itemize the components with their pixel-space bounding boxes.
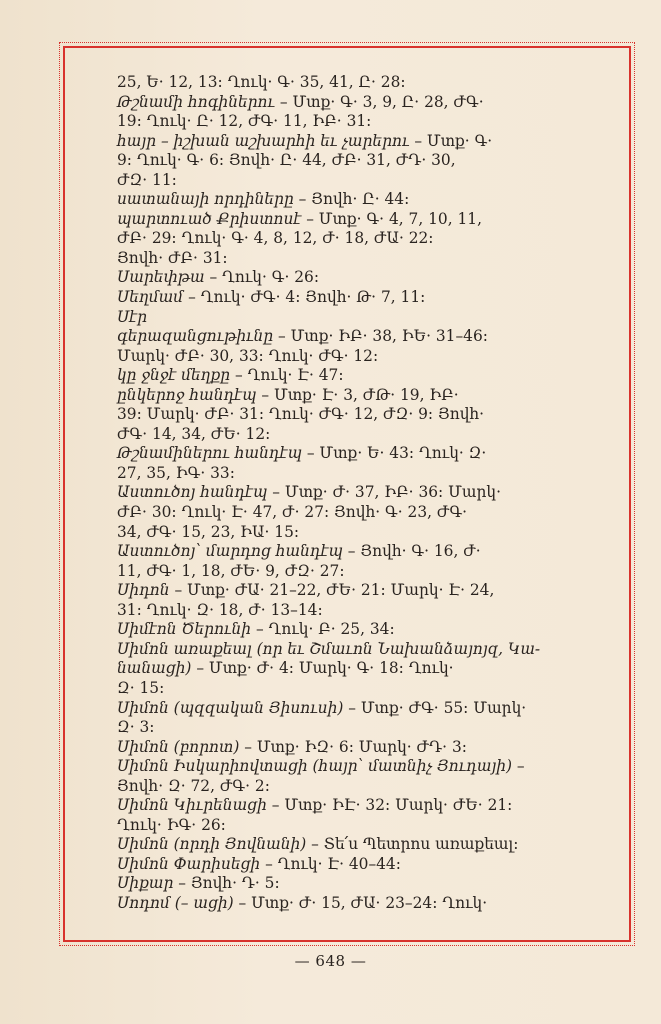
index-term: Թշնամի հոգիներու [117, 92, 275, 111]
index-text-block [117, 73, 587, 913]
index-line [117, 366, 587, 386]
index-reference: – Մտք· Ե· 43: Ղուկ· Զ· [301, 444, 487, 463]
index-reference: – Մտք· ԻԲ· 38, ԻԵ· 31–46: [273, 327, 488, 346]
index-term: Սիմոն Փարիսեցի [117, 854, 261, 873]
index-term: կը ջնջէ մեղքը [117, 366, 231, 385]
index-line [117, 73, 587, 93]
index-line [117, 757, 587, 777]
index-reference: 11, ԺԳ· 1, 18, ԺԵ· 9, ԺԶ· 27: [117, 561, 345, 580]
index-term: Սեղմամ [117, 288, 184, 307]
index-line [117, 620, 587, 640]
index-line [117, 835, 587, 855]
index-term: Սիմոն Կիւրենացի [117, 796, 267, 815]
index-reference: – Մտք· Է· 3, ԺԹ· 19, ԻԲ· [256, 385, 459, 404]
index-line [117, 894, 587, 914]
index-line [117, 112, 587, 132]
index-line [117, 171, 587, 191]
index-term: Աստուծոյ հանդէպ [117, 483, 268, 502]
index-line [117, 503, 587, 523]
index-term: գերազանցութիւնը [117, 327, 274, 346]
index-reference: – Մտք· Ժ· 15, ԺԱ· 23–24: Ղուկ· [233, 893, 488, 912]
index-reference: – Ղուկ· Է· 40–44: [260, 854, 401, 873]
index-reference: – Յովհ· Ը· 44: [293, 190, 410, 209]
index-line [117, 347, 587, 367]
index-line [117, 249, 587, 269]
index-line [117, 562, 587, 582]
index-reference: Ղուկ· ԻԳ· 26: [117, 815, 226, 834]
index-line [117, 874, 587, 894]
index-reference: – Յովհ· Դ· 5: [173, 874, 280, 893]
index-line [117, 229, 587, 249]
page-number-value: 648 [315, 952, 346, 970]
index-term: Սիմոն (պզզական Յիսուսի) [117, 698, 344, 717]
index-term: Սիմոն առաքեալ (որ եւ Շմաւոն Նախանձայոյզ, Կա- [117, 639, 541, 658]
index-line [117, 386, 587, 406]
index-line [117, 327, 587, 347]
index-line [117, 855, 587, 875]
index-line [117, 288, 587, 308]
page-number [0, 952, 661, 970]
index-term: Սարեփթա [117, 268, 205, 287]
index-reference: – Մտք· Գ· [409, 131, 493, 150]
index-reference: – Յովհ· Գ· 16, Ժ· [342, 542, 481, 561]
index-line [117, 93, 587, 113]
index-reference: ԺԳ· 14, 34, ԺԵ· 12: [117, 424, 271, 443]
index-line [117, 777, 587, 797]
index-line [117, 190, 587, 210]
index-term: նանացի) [117, 659, 192, 678]
index-reference: Մարկ· ԺԲ· 30, 33: Ղուկ· ԺԳ· 12: [117, 346, 379, 365]
index-reference: 39: Մարկ· ԺԲ· 31: Ղուկ· ԺԳ· 12, ԺԶ· 9: Յովհ· [117, 405, 485, 424]
index-line [117, 483, 587, 503]
index-line [117, 542, 587, 562]
index-reference: Յովհ· ԺԲ· 31: [117, 248, 228, 267]
index-line [117, 523, 587, 543]
index-reference: 9: Ղուկ· Գ· 6: Յովհ· Ը· 44, ԺԲ· 31, ԺԴ· 30, [117, 151, 456, 170]
index-reference: – Մտք· Ժ· 4: Մարկ· Գ· 18: Ղուկ· [191, 659, 454, 678]
index-term: Սէր [117, 307, 148, 326]
index-reference: 31: Ղուկ· Զ· 18, Ժ· 13–14: [117, 600, 323, 619]
index-reference: – Մտք· ԻԶ· 6: Մարկ· ԺԴ· 3: [239, 737, 467, 756]
index-reference: – Ղուկ· Գ· 26: [204, 268, 320, 287]
index-reference: – Մտք· ԺԳ· 55: Մարկ· [343, 698, 527, 717]
index-reference: ԺԲ· 29: Ղուկ· Գ· 4, 8, 12, Ժ· 18, ԺԱ· 22: [117, 229, 434, 248]
index-reference: 19: Ղուկ· Ը· 12, ԺԳ· 11, ԻԲ· 31: [117, 112, 372, 131]
index-reference: – Ղուկ· ԺԳ· 4: Յովհ· Թ· 7, 11: [183, 288, 426, 307]
index-line [117, 444, 587, 464]
index-term: Սիմոն Իսկարիովտացի (հայր՝ մատնիչ Յուդայի) [117, 757, 512, 776]
index-line [117, 718, 587, 738]
index-line [117, 151, 587, 171]
page-number-dash-right: — [345, 952, 367, 970]
index-line [117, 601, 587, 621]
index-reference: – Ղուկ· Է· 47: [230, 366, 344, 385]
index-term: սատանայի որդիները [117, 190, 294, 209]
index-term: հայր – իշխան աշխարհի եւ չարերու [117, 131, 410, 150]
index-line [117, 659, 587, 679]
index-line [117, 816, 587, 836]
index-reference: ԺԶ· 11: [117, 170, 177, 189]
index-reference: 34, ԺԳ· 15, 23, ԻԱ· 15: [117, 522, 300, 541]
index-line [117, 405, 587, 425]
index-reference: Զ· 3: [117, 718, 155, 737]
index-line [117, 581, 587, 601]
index-term: Աստուծոյ՝ մարդոց հանդէպ [117, 542, 343, 561]
index-term: Սիդոն [117, 581, 170, 600]
index-reference: – Տե՛ս Պետրոս առաքեալ: [306, 835, 519, 854]
index-term: Սիմոն (բորոտ) [117, 737, 240, 756]
index-reference: – Մտք· Ժ· 37, ԻԲ· 36: Մարկ· [267, 483, 501, 502]
index-term: Թշնամիներու հանդէպ [117, 444, 302, 463]
index-term: ընկերոջ հանդէպ [117, 385, 257, 404]
index-term: Սիմոն (որդի Յովնանի) [117, 835, 307, 854]
index-line [117, 679, 587, 699]
index-reference: 27, 35, ԻԳ· 33: [117, 463, 235, 482]
index-reference: Զ· 15: [117, 678, 165, 697]
index-reference: – Մտք· Գ· 4, 7, 10, 11, [301, 209, 482, 228]
index-line [117, 425, 587, 445]
index-term: պարտուած Քրիստոսէ [117, 209, 302, 228]
index-line [117, 210, 587, 230]
index-line [117, 308, 587, 328]
index-reference: – Մտք· ԺԱ· 21–22, ԺԵ· 21: Մարկ· Է· 24, [169, 581, 495, 600]
index-line [117, 796, 587, 816]
index-reference: – Մտք· ԻԷ· 32: Մարկ· ԺԵ· 21: [266, 796, 513, 815]
index-reference: Յովհ· Զ· 72, ԺԳ· 2: [117, 776, 270, 795]
index-reference: – Ղուկ· Բ· 25, 34: [251, 620, 395, 639]
index-line [117, 738, 587, 758]
index-line [117, 699, 587, 719]
index-term: Սիքար [117, 874, 174, 893]
index-line [117, 640, 587, 660]
index-term: Սիմէոն Ծերունի [117, 620, 252, 639]
index-reference: ԺԲ· 30: Ղուկ· Է· 47, Ժ· 27: Յովհ· Գ· 23, ԺԳ· [117, 503, 468, 522]
index-line [117, 132, 587, 152]
index-reference: – Մտք· Գ· 3, 9, Ը· 28, ԺԳ· [274, 92, 484, 111]
index-line [117, 464, 587, 484]
index-reference: 25, Ե· 12, 13: Ղուկ· Գ· 35, 41, Ը· 28: [117, 73, 406, 91]
index-term: Սոդոմ (– ացի) [117, 893, 234, 912]
index-line [117, 268, 587, 288]
page-number-dash-left: — [294, 952, 316, 970]
index-reference: – [512, 757, 525, 776]
